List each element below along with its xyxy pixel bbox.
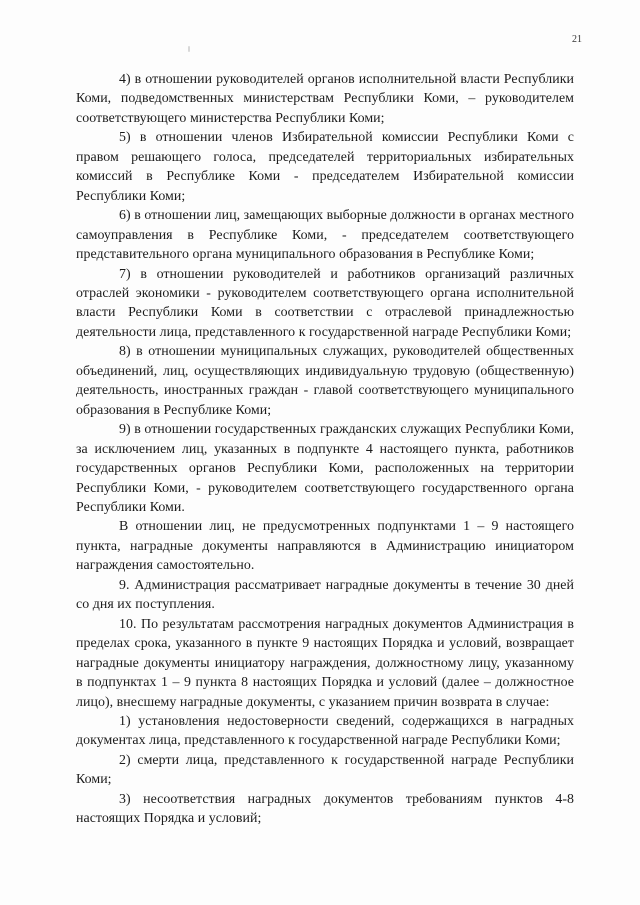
paragraph-item-5: 5) в отношении членов Избирательной комиссии Республики Коми с правом решающего голоса, председателей территориальных избирательных комиссий в Республике Коми - председателем Избирательной комиссии Республики Коми; [76,130,574,204]
paragraph-reason-2: 2) смерти лица, представленного к государственной награде Республики Коми; [76,752,574,788]
paragraph-item-7: 7) в отношении руководителей и работников организаций различных отраслей экономики - руководителем соответствующего органа исполнительной власти Республики Коми в соответствии с отраслевой принадлежностью деятельности лица, представленного к государственной награде Республики Коми; [76,266,574,340]
page-number: 21 [572,34,582,45]
paragraph-reason-1: 1) установления недостоверности сведений, содержащихся в наградных документах лица, представленного к государственной награде Республики Коми; [76,713,574,749]
scan-speck [188,46,190,52]
paragraph-clause-10: 10. По результатам рассмотрения наградных документов Администрация в пределах срока, указанного в пункте 9 настоящих Порядка и условий, возвращает наградные документы инициатору награждения, должностному лицу, указанному в подпунктах 1 – 9 пункта 8 настоящих Порядка и условий (далее – должностное лицо), внесшему наградные документы, с указанием причин возврата в случае: [76,616,574,710]
paragraph-item-4: 4) в отношении руководителей органов исполнительной власти Республики Коми, подведомственных министерствам Республики Коми, – руководителем соответствующего министерства Республики Коми; [76,72,574,126]
paragraph-item-9: 9) в отношении государственных гражданских служащих Республики Коми, за исключением лиц, указанных в подпункте 4 настоящего пункта, работников государственных органов Республики Коми, расположенных на территории Республики Коми, - руководителем соответствующего государственного органа Республики Коми. [76,422,574,515]
paragraph-item-6: 6) в отношении лиц, замещающих выборные должности в органах местного самоуправления в Республике Коми, - председателем соответствующего представительного органа муниципального образования в Республике Коми; [76,208,574,263]
document-body [76,70,574,829]
paragraph-other-persons: В отношении лиц, не предусмотренных подпунктами 1 – 9 настоящего пункта, наградные документы направляются в Администрацию инициатором награждения самостоятельно. [76,519,574,574]
paragraph-clause-9: 9. Администрация рассматривает наградные документы в течение 30 дней со дня их поступления. [76,577,574,613]
paragraph-reason-3: 3) несоответствия наградных документов требованиям пунктов 4-8 настоящих Порядка и условий; [76,791,574,827]
paragraph-item-8: 8) в отношении муниципальных служащих, руководителей общественных объединений, лиц, осуществляющих индивидуальную трудовую (общественную) деятельность, иностранных граждан - главой соответствующего муниципального образования в Республике Коми; [76,344,574,418]
